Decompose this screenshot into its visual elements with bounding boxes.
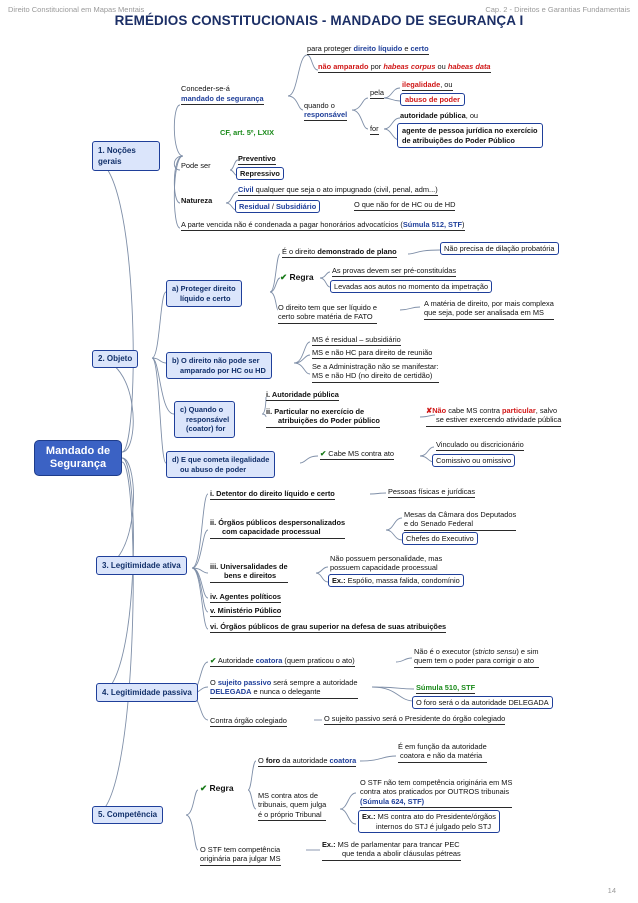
objeto-d-box: d) E que cometa ilegalidade ou abuso de poder: [166, 451, 275, 478]
page-number: 14: [607, 886, 616, 895]
o-que-nao-text: O que não for de HC ou de HD: [354, 200, 455, 211]
sujeito-presidente-text: O sujeito passivo será o Presidente do órgão colegiado: [324, 714, 505, 725]
foro-coatora-text: O foro da autoridade coatora: [258, 756, 356, 767]
ativa-iii-text: iii. Universalidades de bens e direitos: [210, 562, 288, 583]
civil-text: Civil qualquer que seja o ato impugnado (civil, penal, adm...): [238, 185, 438, 196]
objeto-c-box: c) Quando o responsável (coator) for: [174, 401, 235, 438]
residual-box: Residual / Subsidiário: [235, 200, 320, 213]
conceder-text: Conceder-se-á: [181, 84, 230, 93]
section-legitimidade-passiva: 4. Legitimidade passiva: [96, 683, 198, 702]
demonstrado-plano-text: É o direito demonstrado de plano: [282, 247, 397, 258]
ex-stj-box: Ex.: MS contra ato do Presidente/órgãos internos do STJ é julgado pelo STJ: [358, 810, 500, 833]
direito-liquido-fato-text: O direito tem que ser líquido e certo sobre matéria de FATO: [278, 303, 377, 324]
agente-pessoa-juridica-box: agente de pessoa jurídica no exercício de atribuições do Poder Público: [397, 123, 543, 148]
nao-cabe-ms-text: ✘Não cabe MS contra particular, salvo se estiver exercendo atividade pública: [426, 406, 561, 427]
autoridade-coatora-text: ✔ Autoridade coatora (quem praticou o ato): [210, 656, 355, 667]
mandado-seguranca-text: mandado de segurança: [181, 94, 264, 105]
materia-direito-text: A matéria de direito, por mais complexa que seja, pode ser analisada em MS: [424, 299, 554, 320]
parte-vencida-text: A parte vencida não é condenada a pagar honorários advocatícios (Súmula 512, STF): [181, 220, 465, 231]
regra-a-label: ✔ Regra: [280, 272, 314, 282]
espolio-box: Ex.: Espólio, massa falida, condomínio: [328, 574, 464, 587]
section-nocoes-gerais: 1. Noções gerais: [92, 141, 160, 171]
ativa-vi-text: vi. Órgãos públicos de grau superior na defesa de suas atribuições: [210, 622, 446, 633]
stf-nao-competencia-text: O STF não tem competência originária em MS contra atos praticados por OUTROS tribunais (Súmula 624, STF): [360, 778, 512, 808]
cf-reference: CF, art. 5º, LXIX: [220, 128, 275, 137]
repressivo-box: Repressivo: [236, 167, 284, 180]
ex-pec-text: Ex.: MS de parlamentar para trancar PEC que tenda a abolir cláusulas pétreas: [322, 840, 461, 861]
vinculado-text: Vinculado ou discricionário: [436, 440, 524, 451]
proteger-text: para proteger direito líquido e certo: [307, 44, 429, 55]
responsavel-text: responsável: [304, 110, 347, 121]
check-icon: ✔: [320, 449, 327, 458]
stf-tem-competencia-text: O STF tem competência originária para julgar MS: [200, 845, 281, 866]
pessoas-fisicas-text: Pessoas físicas e jurídicas: [388, 487, 475, 498]
ms-tribunais-text: MS contra atos de tribunais, quem julga é o próprio Tribunal: [258, 791, 326, 821]
check-icon: ✔: [200, 783, 208, 793]
regra-competencia-label: ✔ Regra: [200, 783, 234, 793]
cabe-ms-ato-text: ✔ Cabe MS contra ato: [320, 449, 394, 460]
chefes-executivo-box: Chefes do Executivo: [402, 532, 478, 545]
contra-orgao-text: Contra órgão colegiado: [210, 716, 287, 727]
root-node: Mandado de Segurança: [34, 440, 122, 476]
ms-hd-text: Se a Administração não se manifestar: MS e não HD (no direito de certidão): [312, 362, 439, 383]
ativa-i-text: i. Detentor do direito líquido e certo: [210, 489, 335, 500]
comissivo-box: Comissivo ou omissivo: [432, 454, 515, 467]
for-text: for: [370, 124, 379, 135]
foro-delegada-box: O foro será o da autoridade DELEGADA: [412, 696, 553, 709]
pela-text: pela: [370, 88, 384, 99]
objeto-a-box: a) Proteger direito líquido e certo: [166, 280, 242, 307]
preventivo-text: Preventivo: [238, 154, 276, 165]
levadas-box: Levadas aos autos no momento da impetração: [330, 280, 492, 293]
section-objeto: 2. Objeto: [92, 350, 138, 368]
nao-amparado-text: não amparado por habeas corpus ou habeas data: [318, 62, 491, 73]
natureza-text: Natureza: [181, 196, 213, 205]
nao-possuem-text: Não possuem personalidade, mas possuem capacidade processual: [330, 554, 442, 575]
c-particular: ii. Particular no exercício de atribuições do Poder público: [266, 407, 380, 428]
c-autoridade-publica: i. Autoridade pública: [266, 390, 339, 401]
check-icon: ✔: [280, 272, 288, 282]
provas-text: As provas devem ser pré-constituídas: [332, 266, 456, 277]
ms-hc-text: MS e não HC para direito de reunião: [312, 348, 432, 359]
quando-text: quando o: [304, 101, 335, 110]
page-title: REMÉDIOS CONSTITUCIONAIS - MANDADO DE SEGURANÇA I: [114, 13, 524, 28]
sujeito-passivo-text: O sujeito passivo será sempre a autoridade DELEGADA e nunca o delegante: [210, 678, 358, 699]
sumula-510: Súmula 510, STF: [416, 683, 475, 694]
mesas-text: Mesas da Câmara dos Deputados e do Senado Federal: [404, 510, 516, 531]
autoridade-publica-text: autoridade pública, ou: [400, 111, 479, 120]
ativa-iv-text: iv. Agentes políticos: [210, 592, 281, 603]
check-icon: ✔: [210, 656, 217, 665]
section-competencia: 5. Competência: [92, 806, 163, 824]
funcao-autoridade-text: É em função da autoridade coatora e não da matéria: [398, 742, 487, 763]
header-chapter: Cap. 2 - Direitos e Garantias Fundamentais: [485, 5, 630, 14]
dilacao-probatoria-box: Não precisa de dilação probatória: [440, 242, 559, 255]
abuso-poder-box: abuso de poder: [400, 93, 465, 106]
ms-residual-text: MS é residual – subsidiário: [312, 335, 401, 346]
nao-executor-text: Não é o executor (stricto sensu) e sim quem tem o poder para corrigir o ato: [414, 647, 539, 668]
objeto-b-box: b) O direito não pode ser amparado por HC ou HD: [166, 352, 272, 379]
ilegalidade-text: ilegalidade, ou: [402, 80, 453, 91]
ativa-ii-text: ii. Órgãos públicos despersonalizados com capacidade processual: [210, 518, 345, 539]
section-legitimidade-ativa: 3. Legitimidade ativa: [96, 556, 187, 575]
ativa-v-text: v. Ministério Público: [210, 606, 281, 617]
cross-icon: ✘: [426, 406, 433, 415]
header-book-title: Direito Constitucional em Mapas Mentais: [8, 5, 145, 14]
pode-ser-text: Pode ser: [181, 161, 211, 170]
